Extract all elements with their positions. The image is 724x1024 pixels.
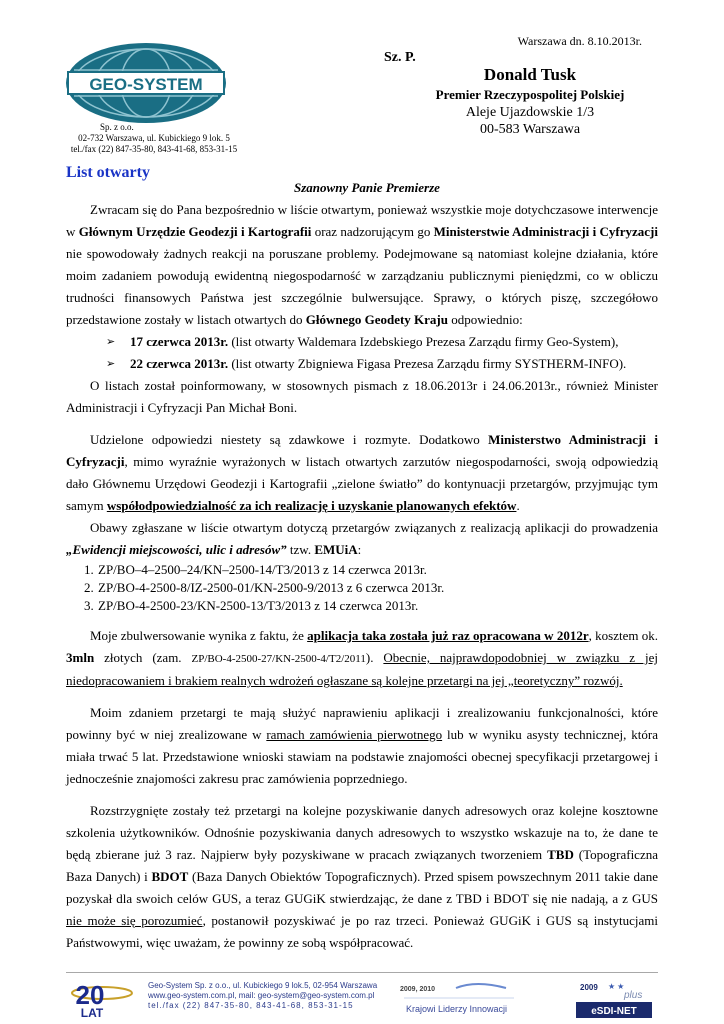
list-item: 3. ZP/BO-4-2500-23/KN-2500-13/T3/2013 z 14 czerwca 2013r. bbox=[84, 598, 419, 613]
paragraph-5: Moje zbulwersowanie wynika z faktu, że aplikacja taka została już raz opracowana w 2012r, kosztem ok. 3mln złotych (zam. ZP/BO-4-2500-27/KN-2500-4/T2/2011). Obecnie, najprawdopodobniej w związku z jej niedopracowaniem i brakiem realnych wdrożeń ogłaszane są kolejne przetargi na jej „teoretyczny” rozwój. bbox=[66, 628, 659, 688]
footer-divider bbox=[66, 972, 658, 973]
svg-text:plus: plus bbox=[624, 990, 643, 1001]
svg-text:2009, 2010: 2009, 2010 bbox=[400, 986, 436, 993]
company-legal-form: Sp. z o.o. bbox=[100, 122, 134, 132]
letter-title: List otwarty bbox=[66, 164, 150, 181]
paragraph-7: Rozstrzygnięte zostały też przetargi na kolejne pozyskiwanie danych adresowych oraz kolejne kosztowne szkolenia użytkowników. Odnośnie pozyskiwania danych adresowych to wszystko wskazuje na to, że dane te będą zbierane już 3 raz. Najpierw były pozyskiwane w pracach związanych tworzeniem TBD (Topograficzna Baza Danych) i BDOT (Baza Danych Obiektów Topograficznych). Przed spisem powszechnym 2011 takie dane pozyskał dla swoich celów GUS, a teraz GUGiK stwierdzając, że dane z TBD i BDOT się nie nadają, a z GUS nie może się porozumieć, postanowił pozyskiwać je po raz trzeci. Ponieważ GUGiK i GUS są instytucjami Państwowymi, więc uważam, że powinny ze sobą współpracować. bbox=[66, 803, 658, 950]
company-phone: tel./fax (22) 847-35-80, 843-41-68, 853-31-15 bbox=[70, 144, 238, 154]
paragraph-6: Moim zdaniem przetargi te mają służyć naprawieniu aplikacji i zrealizowaniu funkcjonalności, które powinny być w niej zrealizowane w ramach zamówienia pierwotnego lub w wyniku asysty technicznej, która miała trwać 5 lat. Przedstawione wnioski stawiam na podstawie znajomości obecnej specyfikacji przetargowej i jednocześnie znajomości zakresu prac zamówienia poprzedniego. bbox=[66, 705, 658, 786]
list-item: 1. ZP/BO–4–2500–24/KN–2500-14/T3/2013 z 14 czerwca 2013r. bbox=[84, 562, 427, 577]
paragraph-4: Obawy zgłaszane w liście otwartym dotyczą przetargów związanych z realizacją aplikacji do prowadzenia „Ewidencji miejscowości, ulic i adresów” tzw. EMUiA: bbox=[66, 520, 658, 557]
twenty-years-logo bbox=[64, 978, 146, 1018]
paragraph-3: Udzielone odpowiedzi niestety są zdawkowe i rozmyte. Dodatkowo Ministerstwo Administracji i Cyfryzacji, mimo wyraźnie wyrażonych w listach otwartych zarzutów niegospodarności, swoją odpowiedzią dało Głównemu Urzędowi Geodezji i Kartografii „zielone światło” do kontynuacji przetargów, przyjmując tym samym współodpowiedzialność za ich realizację i uzyskanie planowanych efektów. bbox=[66, 432, 658, 513]
recipient-role: Premier Rzeczypospolitej Polskiej bbox=[435, 87, 625, 102]
arrow-bullet-icon: ➢ bbox=[106, 336, 116, 348]
recipient-salutation: Sz. P. bbox=[384, 50, 416, 65]
recipient-name: Donald Tusk bbox=[483, 65, 577, 84]
geo-system-logo bbox=[64, 40, 228, 126]
footer-web-mail: www.geo-system.com.pl, mail: geo-system@geo-system.com.pl bbox=[148, 991, 375, 1000]
list-item: ➢ 22 czerwca 2013r. (list otwarty Zbigniewa Figasa Prezesa Zarządu firmy SYSTHERM-INFO). bbox=[66, 353, 658, 375]
recipient-city: 00-583 Warszawa bbox=[479, 122, 581, 137]
arrow-bullet-icon: ➢ bbox=[106, 358, 116, 370]
esdi-net-badge bbox=[574, 980, 654, 1020]
footer-phone: tel./fax (22) 847-35-80, 843-41-68, 853-31-15 bbox=[148, 1001, 354, 1010]
letter-body bbox=[66, 199, 658, 954]
company-address: 02-732 Warszawa, ul. Kubickiego 9 lok. 5 bbox=[78, 133, 230, 143]
footer-address: Geo-System Sp. z o.o., ul. Kubickiego 9 lok.5, 02-954 Warszawa bbox=[148, 981, 378, 990]
paragraph-1: Zwracam się do Pana bezpośrednio w liście otwartym, ponieważ wszystkie moje dotychczasowe interwencje w Głównym Urzędzie Geodezji i Kartografii oraz nadzorującym go Ministerstwie Administracji i Cyfryzacji nie spowodowały żadnych reakcji na poruszane problemy. Podejmowane są natomiast kolejne działania, które moim zadaniem powodują ewidentną niegospodarność w zarządzaniu publicznymi pieniędzmi, co w obliczu trudności finansowych Państwa jest szczególnie bulwersujące. Sprawy, o których piszę, szczegółowo przedstawione zostały w listach otwartych do Głównego Geodety Kraju odpowiednio: bbox=[66, 202, 658, 327]
list-item: 2. ZP/BO-4-2500-8/IZ-2500-01/KN-2500-9/2013 z 6 czerwca 2013r. bbox=[84, 580, 445, 595]
svg-text:LAT: LAT bbox=[80, 1006, 104, 1018]
svg-text:2009: 2009 bbox=[580, 983, 598, 992]
svg-text:Krajowi Liderzy Innowacji: Krajowi Liderzy Innowacji bbox=[406, 1004, 508, 1014]
svg-text:20: 20 bbox=[75, 980, 105, 1010]
star-icon: ★ ★ bbox=[608, 982, 625, 991]
svg-text:eSDI-NET: eSDI-NET bbox=[591, 1006, 637, 1017]
company-details bbox=[64, 122, 244, 155]
footer-contact bbox=[148, 981, 377, 1011]
letter-greeting: Szanowny Panie Premierze bbox=[294, 180, 440, 195]
logo-text: GEO-SYSTEM bbox=[89, 75, 203, 94]
recipient-block bbox=[384, 64, 676, 138]
innovation-leaders-badge bbox=[396, 980, 522, 1020]
letter-date: Warszawa dn. 8.10.2013r. bbox=[517, 34, 642, 48]
recipient-street: Aleje Ujazdowskie 1/3 bbox=[465, 105, 595, 120]
list-item: ➢ 17 czerwca 2013r. (list otwarty Waldemara Izdebskiego Prezesa Zarządu firmy Geo-System), bbox=[66, 331, 658, 353]
paragraph-2: O listach został poinformowany, w stosownych pismach z 18.06.2013r i 24.06.2013r., również Minister Administracji i Cyfryzacji Pan Michał Boni. bbox=[66, 378, 658, 415]
